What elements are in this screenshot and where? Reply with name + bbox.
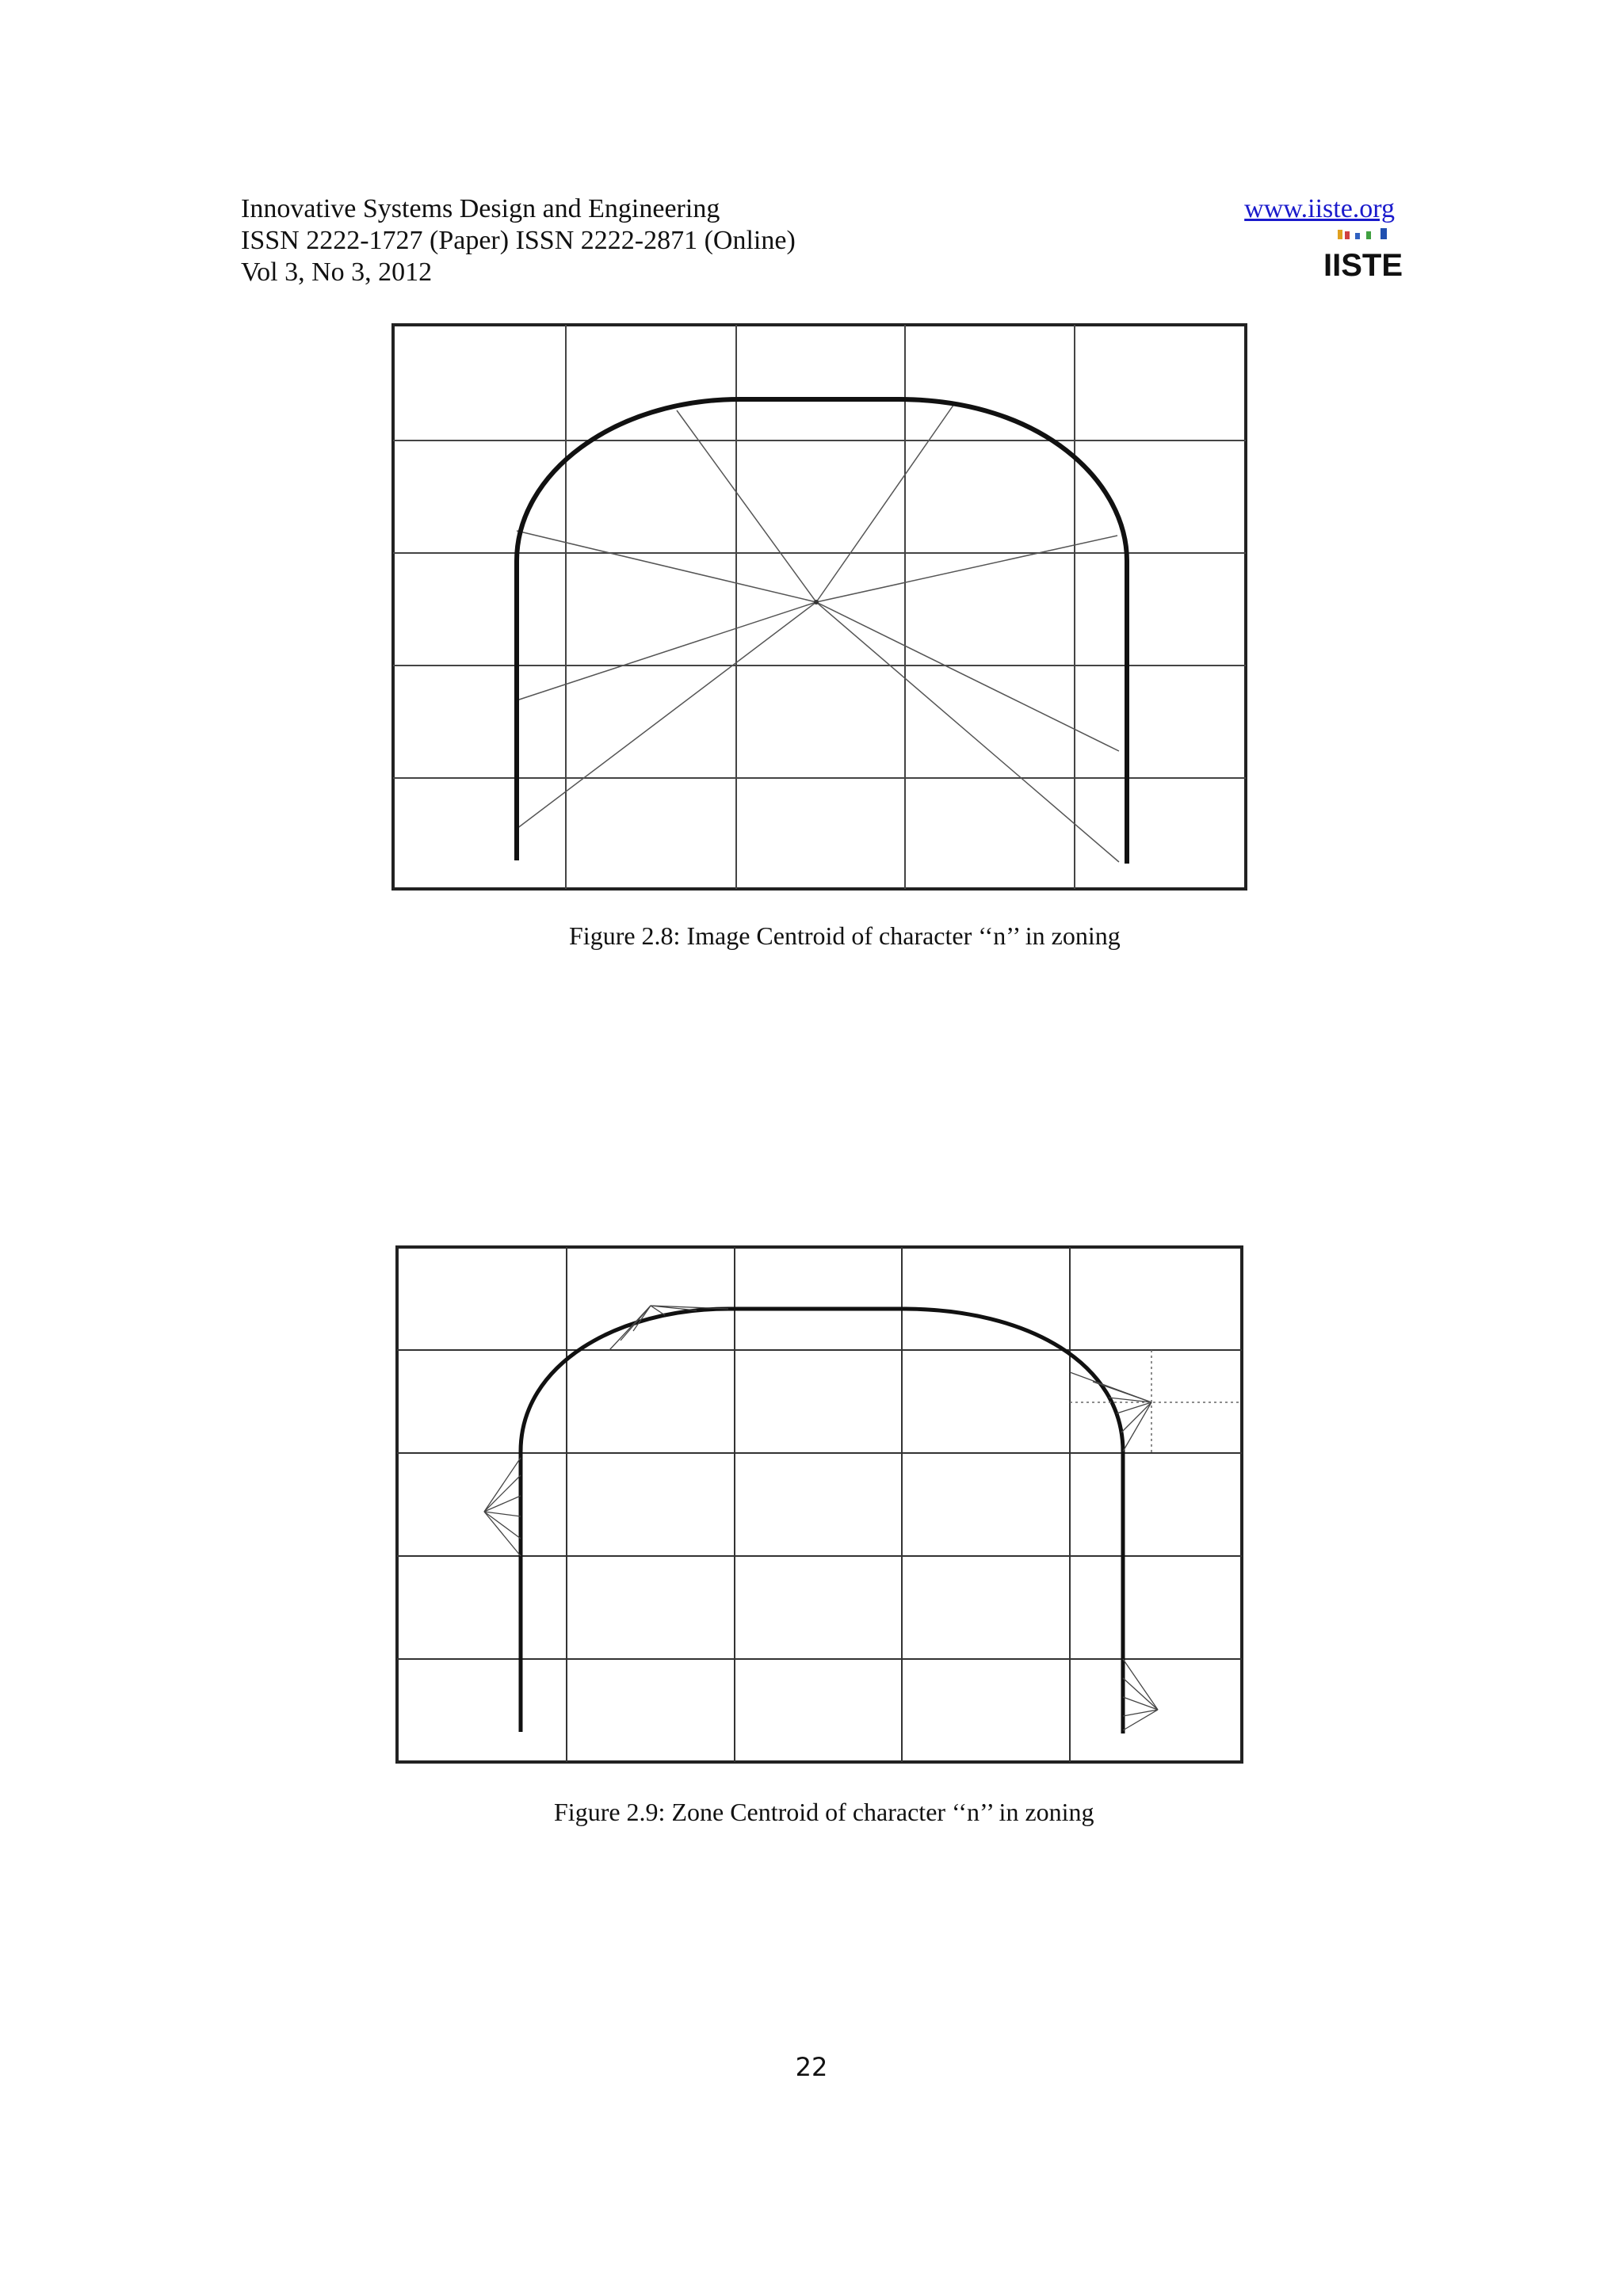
journal-volume: Vol 3, No 3, 2012 [241,257,433,287]
figure-2-9 [395,1245,1243,1764]
figure-frame [397,1247,1242,1762]
iiste-logo [1323,228,1403,283]
figure-2-8 [391,323,1247,891]
journal-url-link[interactable]: www.iiste.org [1244,194,1395,223]
journal-title: Innovative Systems Design and Engineering [241,194,720,223]
figure-2-8-caption: Figure 2.8: Image Centroid of character ‘‘n’’ in zoning [569,921,1121,950]
figure-2-9-caption: Figure 2.9: Zone Centroid of character ‘‘n’’ in zoning [554,1798,1094,1826]
page-number: 22 [795,2052,828,2082]
journal-header [241,193,796,288]
figure-frame [393,325,1246,889]
logo-text: IISTE [1323,248,1403,283]
image-centroid-point [814,600,819,605]
journal-issn: ISSN 2222-1727 (Paper) ISSN 2222-2871 (Online) [241,226,796,255]
